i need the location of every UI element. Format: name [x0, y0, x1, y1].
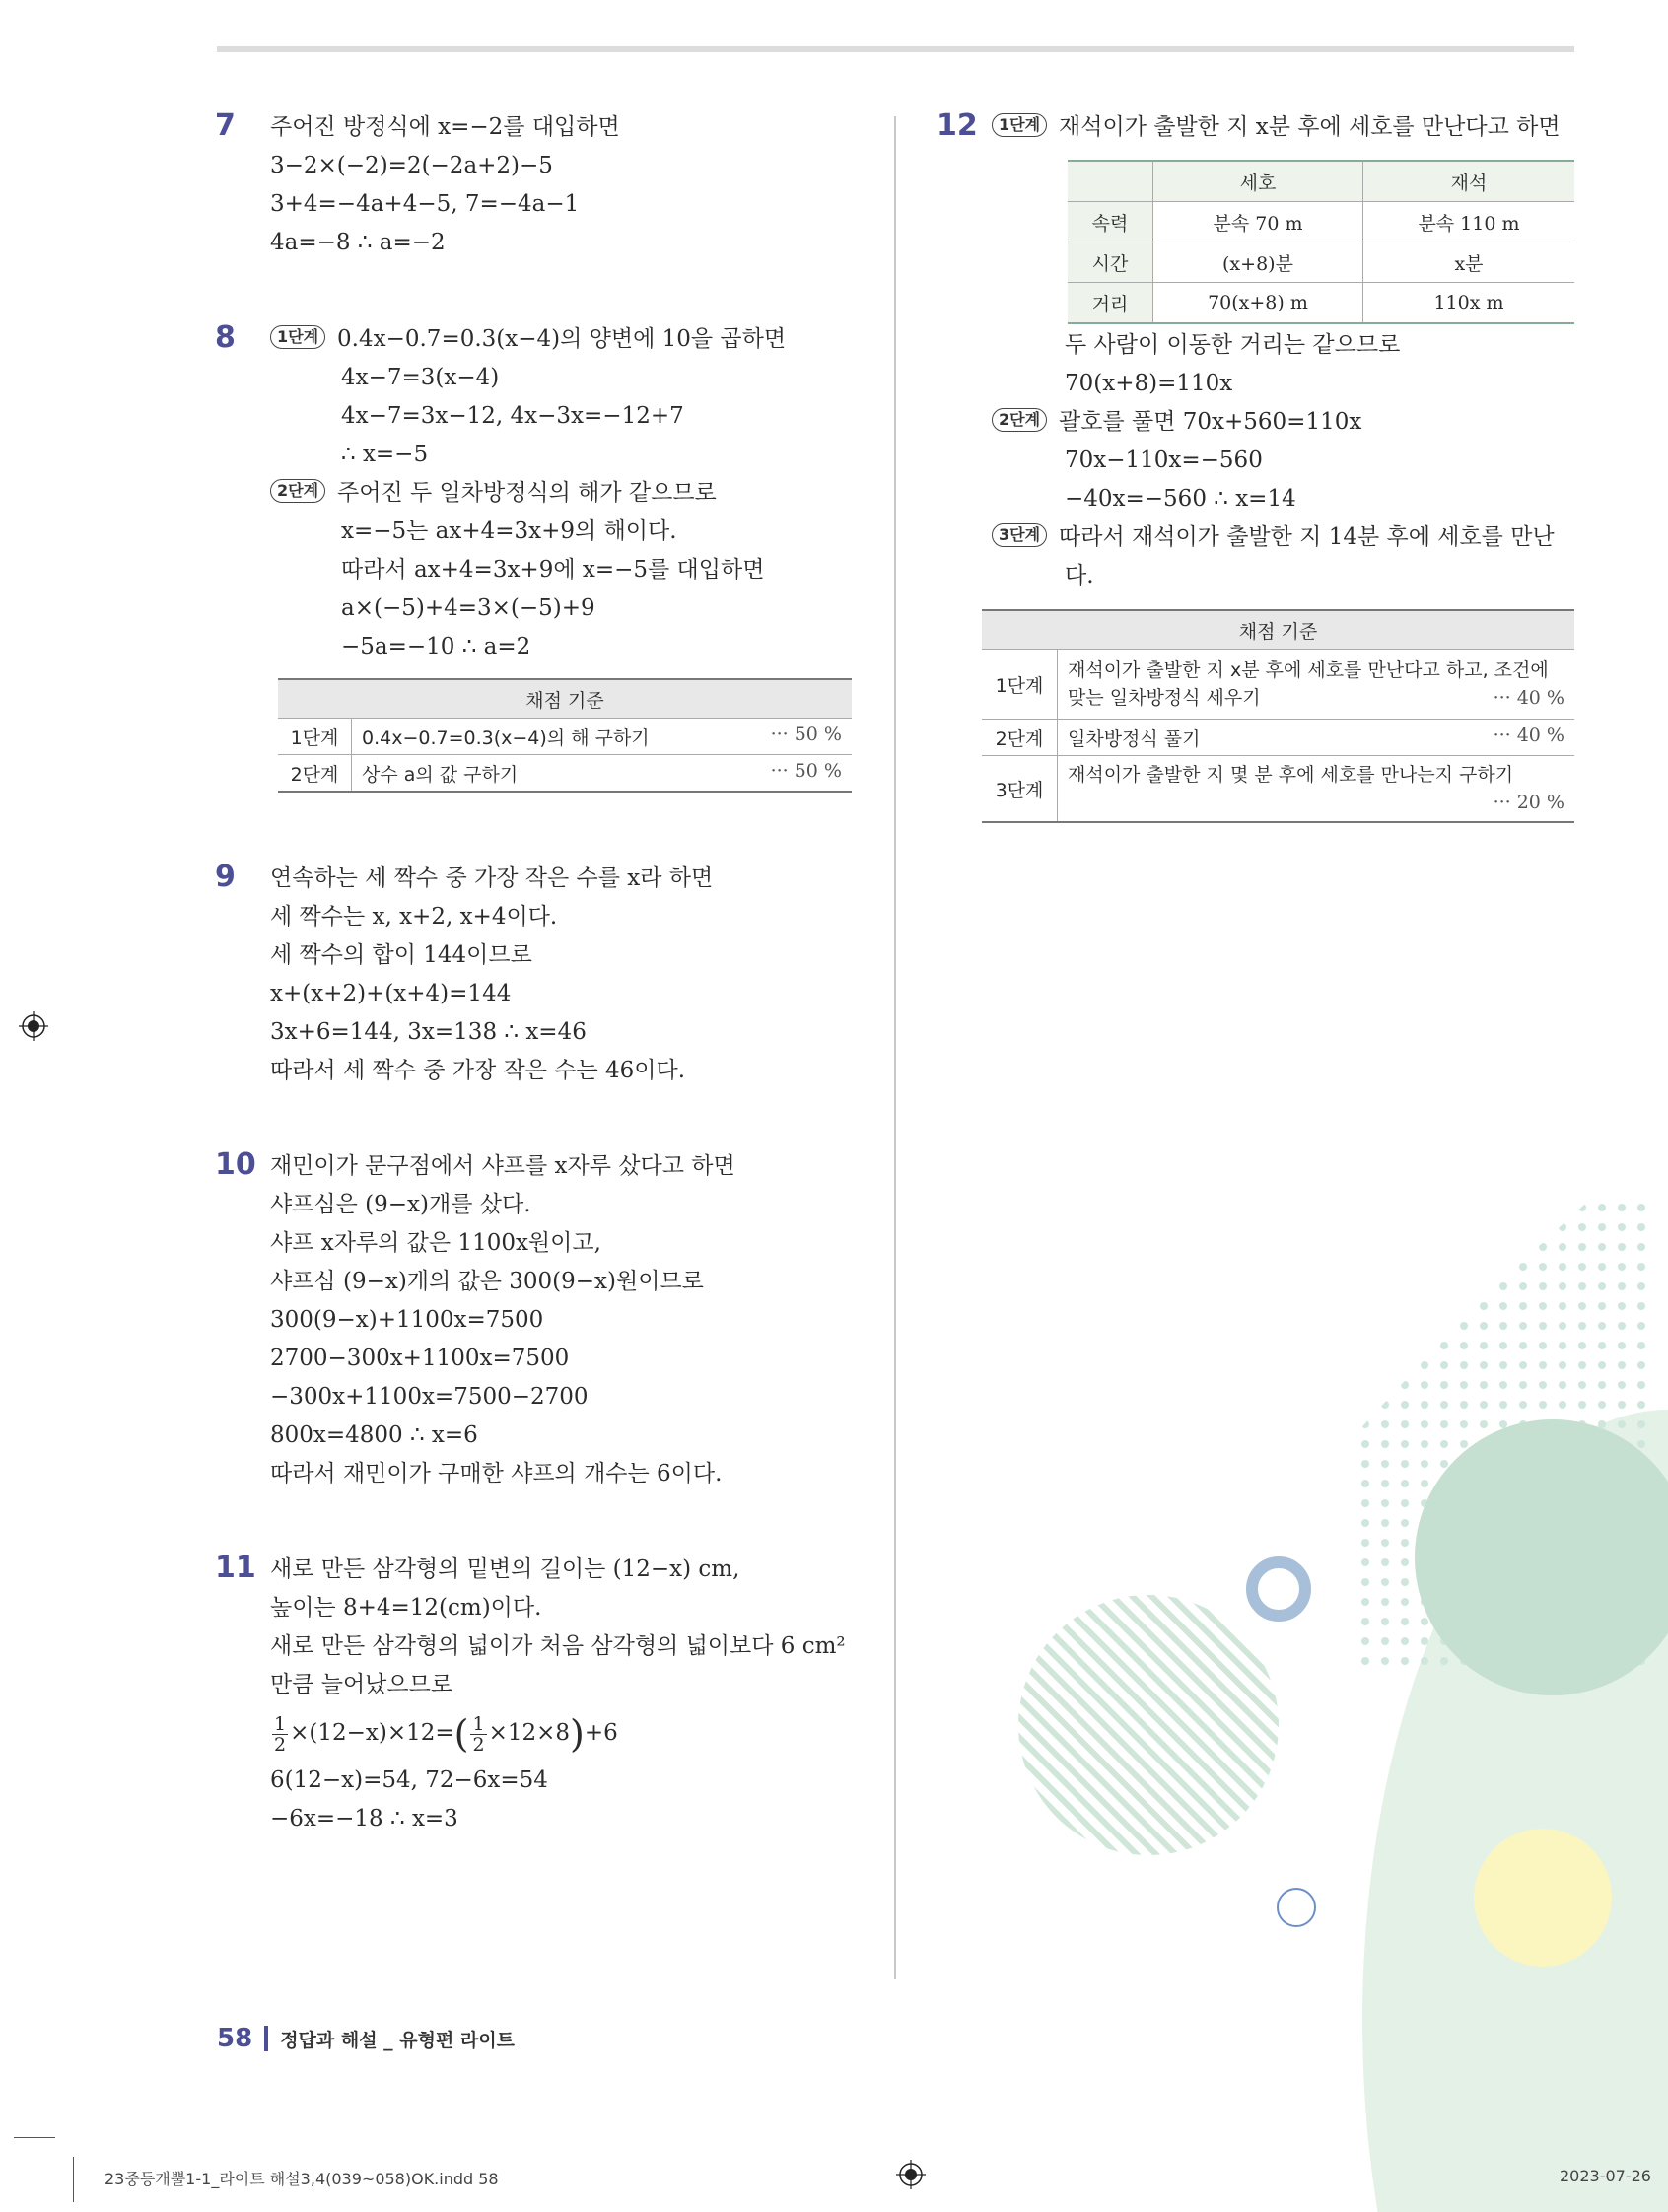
solution-line: 재석이가 출발한 지 x분 후에 세호를 만난다고 하면 [1059, 114, 1561, 140]
problem-number: 11 [215, 1551, 256, 1585]
table-cell: 분속 70 m [1153, 202, 1363, 242]
step-2-badge: 2단계 [992, 408, 1047, 432]
table-header: 세호 [1153, 161, 1363, 202]
solution-line: 6(12−x)=54, 72−6x=54 [270, 1767, 548, 1793]
grading-text: 재석이가 출발한 지 몇 분 후에 세호를 만나는지 구하기 [1068, 764, 1514, 786]
solution-line: 따라서 ax+4=3x+9에 x=−5를 대입하면 [341, 557, 765, 583]
solution-line: 4x−7=3x−12, 4x−3x=−12+7 [341, 403, 684, 429]
solution-line: 주어진 방정식에 x=−2를 대입하면 [270, 114, 620, 140]
speed-table [1068, 160, 1574, 324]
table-cell: 분속 110 m [1362, 202, 1574, 242]
grading-step: 2단계 [278, 755, 352, 793]
solution-line: 세 짝수는 x, x+2, x+4이다. [270, 904, 558, 930]
grading-header: 채점 기준 [982, 610, 1574, 650]
solution-line: 따라서 재민이가 구매한 샤프의 개수는 6이다. [270, 1461, 723, 1486]
grading-step: 1단계 [982, 650, 1058, 720]
solution-line: 4a=−8 ∴ a=−2 [270, 230, 446, 255]
deco-yellow-circle [1474, 1829, 1612, 1967]
table-cell: 70(x+8) m [1153, 283, 1363, 324]
column-divider [894, 116, 896, 1979]
slug-file-info: 23중등개뿔1-1_라이트 해설3,4(039~058)OK.indd 58 [104, 2170, 499, 2188]
table-cell: 속력 [1068, 202, 1153, 242]
solution-line: ∴ x=−5 [341, 442, 429, 467]
step-1-badge: 1단계 [270, 325, 325, 349]
solution-line: 만큼 늘어났으므로 [270, 1672, 453, 1697]
grading-percent: ··· 20 % [1493, 792, 1564, 813]
solution-line: 3x+6=144, 3x=138 ∴ x=46 [270, 1019, 587, 1045]
table-cell: x분 [1362, 242, 1574, 283]
solution-line: 2700−300x+1100x=7500 [270, 1346, 570, 1371]
top-rule [217, 46, 1574, 52]
deco-small-blue-ring [1278, 1889, 1315, 1926]
table-cell: 거리 [1068, 283, 1153, 324]
solution-line: 괄호를 풀면 70x+560=110x [1059, 409, 1362, 435]
table-header: 재석 [1362, 161, 1574, 202]
grading-table-12 [982, 609, 1574, 823]
solution-line: 새로 만든 삼각형의 밑변의 길이는 (12−x) cm, [270, 1556, 740, 1582]
registration-mark-icon [19, 1011, 48, 1041]
solution-line: 70(x+8)=110x [1065, 371, 1233, 396]
grading-percent: ··· 40 % [1493, 687, 1564, 709]
solution-line: 샤프 x자루의 값은 1100x원이고, [270, 1230, 601, 1256]
solution-line: 두 사람이 이동한 거리는 같으므로 [1065, 332, 1401, 358]
solution-line: 따라서 재석이가 출발한 지 14분 후에 세호를 만난 [1059, 524, 1555, 550]
grading-text: 맞는 일차방정식 세우기 [1068, 687, 1261, 709]
solution-line: 높이는 8+4=12(cm)이다. [270, 1595, 542, 1621]
solution-line: 재민이가 문구점에서 샤프를 x자루 샀다고 하면 [270, 1153, 735, 1179]
grading-header: 채점 기준 [278, 679, 852, 719]
step-1-badge: 1단계 [992, 113, 1047, 137]
problem-number: 7 [215, 108, 236, 143]
solution-line: 따라서 세 짝수 중 가장 작은 수는 46이다. [270, 1058, 686, 1083]
table-row [1068, 283, 1574, 324]
grading-text: 상수 a의 값 구하기 [362, 763, 519, 786]
table-row [982, 756, 1574, 823]
grading-percent: ··· 40 % [1493, 724, 1564, 746]
solution-line: 3−2×(−2)=2(−2a+2)−5 [270, 153, 553, 178]
grading-text: 일차방정식 풀기 [1068, 727, 1201, 750]
table-cell: 110x m [1362, 283, 1574, 324]
table-cell: 시간 [1068, 242, 1153, 283]
grading-percent: ··· 50 % [770, 759, 842, 782]
solution-line: 세 짝수의 합이 144이므로 [270, 942, 532, 968]
problem-number: 9 [215, 860, 236, 894]
table-row [278, 719, 852, 755]
solution-line: 샤프심 (9−x)개의 값은 300(9−x)원이므로 [270, 1269, 704, 1294]
solution-line: a×(−5)+4=3×(−5)+9 [341, 595, 595, 621]
fraction: $\frac{1}{2}$ [274, 1712, 287, 1756]
grading-text: 0.4x−0.7=0.3(x−4)의 해 구하기 [362, 726, 650, 749]
problem-12-continued [992, 326, 1555, 595]
grading-step: 2단계 [982, 720, 1058, 756]
solution-line: 0.4x−0.7=0.3(x−4)의 양변에 10을 곱하면 [337, 326, 787, 352]
problem-number: 12 [937, 108, 978, 143]
grading-table-8 [278, 678, 852, 793]
solution-line: 800x=4800 ∴ x=6 [270, 1422, 478, 1448]
solution-line: x+(x+2)+(x+4)=144 [270, 981, 512, 1006]
solution-line: 새로 만든 삼각형의 넓이가 처음 삼각형의 넓이보다 6 cm² [270, 1633, 846, 1659]
table-row [982, 720, 1574, 756]
registration-mark-icon [896, 2160, 926, 2189]
grading-step: 3단계 [982, 756, 1058, 823]
problem-number: 8 [215, 320, 236, 355]
page-number: 58 [217, 2024, 253, 2053]
fraction-equation: $\frac{1}{2}$ ×(12−x)×12=( $\frac{1}{2}$ ×12×8)+6 [274, 1712, 618, 1756]
footer-divider [264, 2026, 268, 2051]
table-row [1068, 242, 1574, 283]
crop-mark [14, 2137, 55, 2138]
step-2-badge: 2단계 [270, 479, 325, 503]
solution-line: 300(9−x)+1100x=7500 [270, 1307, 544, 1333]
table-row [982, 650, 1574, 720]
solution-line: 샤프심은 (9−x)개를 샀다. [270, 1192, 531, 1217]
solution-line: 다. [1065, 563, 1094, 588]
solution-line: −40x=−560 ∴ x=14 [1065, 486, 1296, 512]
solution-line: 주어진 두 일차방정식의 해가 같으므로 [337, 480, 717, 506]
table-cell: (x+8)분 [1153, 242, 1363, 283]
grading-step: 1단계 [278, 719, 352, 755]
table-header [1068, 161, 1153, 202]
crop-mark [73, 2157, 74, 2202]
problem-number: 10 [215, 1147, 256, 1182]
footer-title: 정답과 해설 _ 유형편 라이트 [280, 2029, 516, 2051]
table-row [1068, 202, 1574, 242]
grading-percent: ··· 50 % [770, 723, 842, 745]
solution-line: −300x+1100x=7500−2700 [270, 1384, 589, 1410]
solution-line: 70x−110x=−560 [1065, 448, 1263, 473]
solution-line: x=−5는 ax+4=3x+9의 해이다. [341, 518, 677, 544]
fraction: $\frac{1}{2}$ [472, 1712, 485, 1756]
deco-striped-circle [1018, 1595, 1279, 1855]
solution-line: 연속하는 세 짝수 중 가장 작은 수를 x라 하면 [270, 865, 714, 891]
slug-date: 2023-07-26 [1560, 2167, 1651, 2185]
solution-line: −5a=−10 ∴ a=2 [341, 634, 531, 659]
page-footer [217, 2024, 515, 2053]
deco-blue-ring [1252, 1562, 1305, 1616]
solution-line: −6x=−18 ∴ x=3 [270, 1806, 458, 1832]
table-row [278, 755, 852, 793]
step-3-badge: 3단계 [992, 523, 1047, 547]
grading-text: 재석이가 출발한 지 x분 후에 세호를 만난다고 하고, 조건에 [1068, 659, 1549, 681]
solution-line: 4x−7=3(x−4) [341, 365, 500, 390]
solution-line: 3+4=−4a+4−5, 7=−4a−1 [270, 191, 580, 217]
